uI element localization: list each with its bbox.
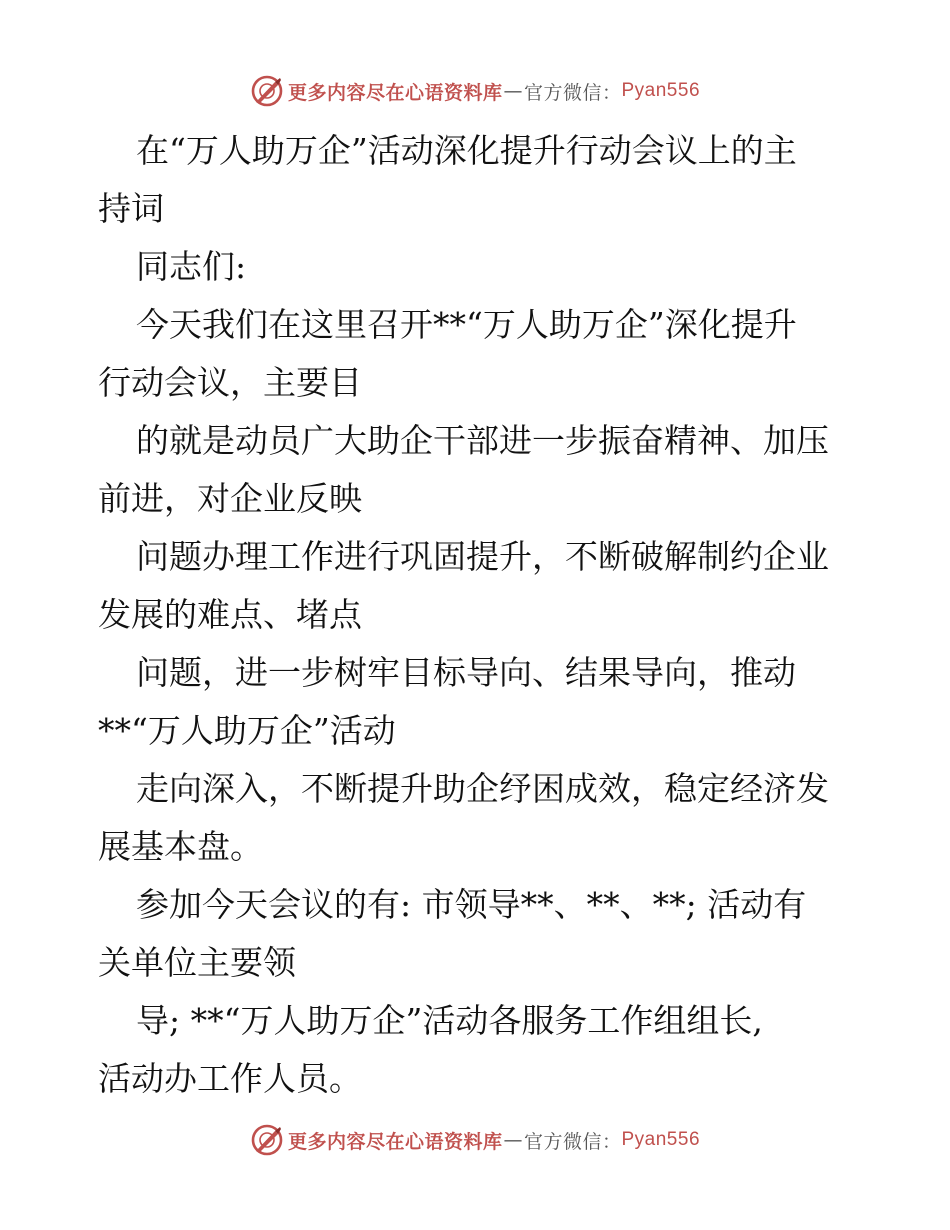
watermark-id: Pyan556 — [621, 80, 701, 101]
text-line: 今天我们在这里召开**“万人助万企”深化提升 — [136, 305, 797, 344]
watermark-label: 官方微信： — [523, 81, 622, 104]
text-line: 前进，对企业反映 — [98, 479, 362, 518]
text-line: 发展的难点、堵点 — [98, 595, 362, 634]
text-line: 关单位主要领 — [98, 943, 296, 982]
watermark-dash: — — [503, 1129, 523, 1151]
text-line: **“万人助万企”活动 — [98, 711, 396, 750]
text-line: 问题，进一步树牢目标导向、结果导向，推动 — [136, 653, 796, 692]
text-line: 持词 — [98, 189, 164, 228]
text-line: 的就是动员广大助企干部进一步振奋精神、加压 — [136, 421, 829, 460]
watermark-dash: — — [503, 80, 523, 102]
quill-logo-icon — [250, 74, 284, 108]
quill-logo-icon — [250, 1123, 284, 1157]
text-line: 展基本盘。 — [98, 827, 263, 866]
footer-watermark — [0, 1120, 950, 1160]
text-line: 导; **“万人助万企”活动各服务工作组组长, — [136, 1001, 763, 1040]
text-line: 走向深入，不断提升助企纾困成效，稳定经济发 — [136, 769, 829, 808]
header-watermark — [0, 71, 950, 111]
text-line: 在“万人助万企”活动深化提升行动会议上的主 — [136, 131, 797, 170]
watermark-text: 更多内容尽在心语资料库 — [287, 1130, 503, 1153]
text-line: 问题办理工作进行巩固提升，不断破解制约企业 — [136, 537, 829, 576]
text-line: 参加今天会议的有: 市领导**、**、**; 活动有 — [136, 885, 807, 924]
text-line: 同志们: — [136, 247, 247, 286]
watermark-text: 更多内容尽在心语资料库 — [287, 81, 503, 104]
text-line: 行动会议，主要目 — [98, 363, 362, 402]
watermark-id: Pyan556 — [621, 1129, 701, 1150]
watermark-label: 官方微信： — [523, 1130, 622, 1153]
text-line: 活动办工作人员。 — [98, 1059, 362, 1098]
document-body — [98, 122, 858, 1108]
